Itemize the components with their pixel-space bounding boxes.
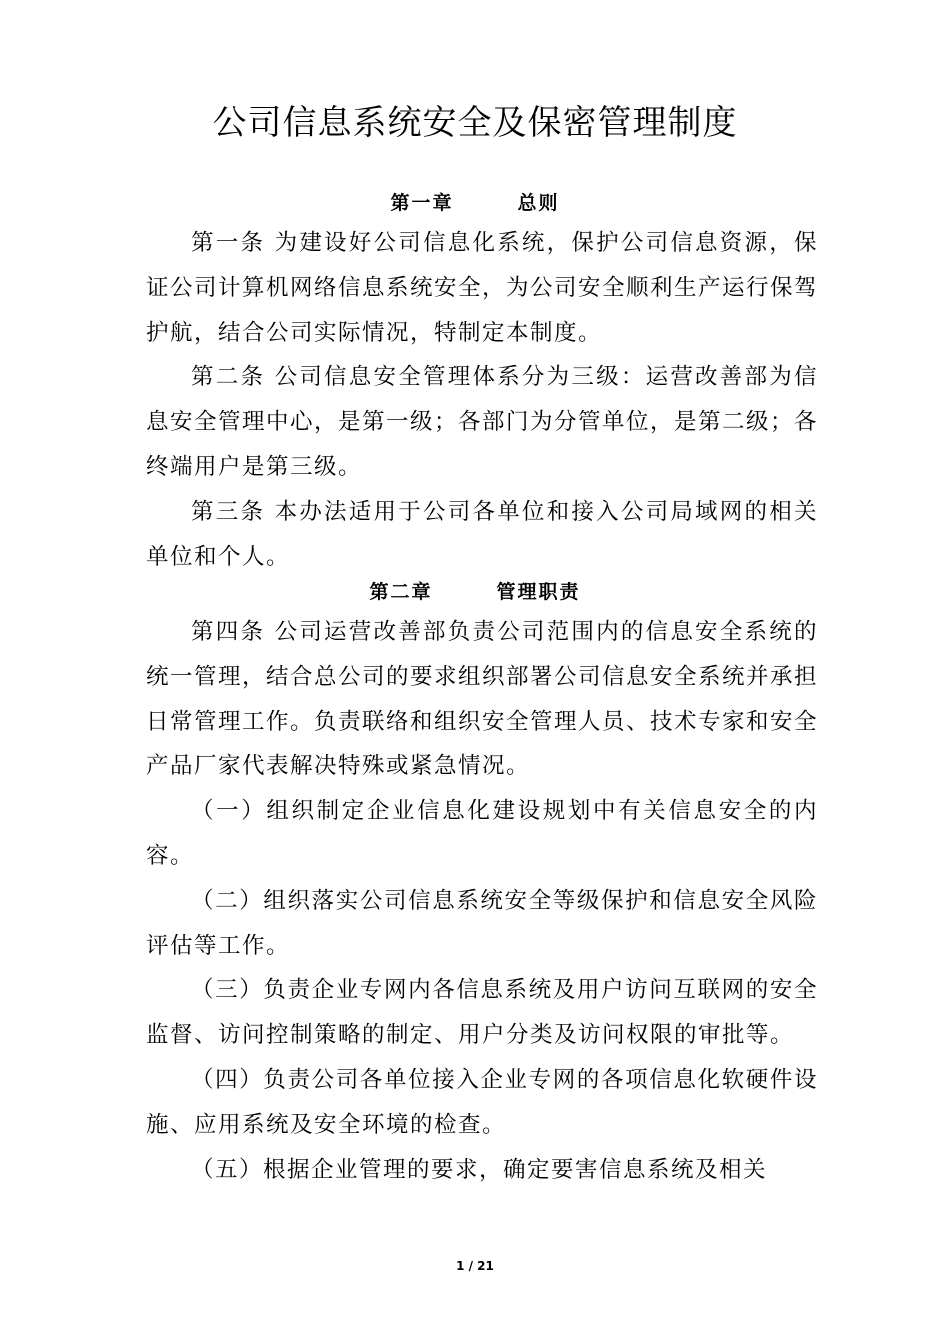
chapter-number: 第一章 [390, 192, 454, 214]
page-number: 1 / 21 [456, 1259, 494, 1273]
paragraph: 第四条 公司运营改善部负责公司范围内的信息安全系统的统一管理，结合总公司的要求组织部署公司信息安全系统并承担日常管理工作。负责联络和组织安全管理人员、技术专家和安全产品厂家代表解决特殊或紧急情况。 [146, 619, 819, 780]
chapter-2-body [146, 610, 818, 1192]
paragraph: （五）根据企业管理的要求，确定要害信息系统及相关 [191, 1156, 768, 1183]
paragraph: （四）负责公司各单位接入企业专网的各项信息化软硬件设施、应用系统及安全环境的检查。 [146, 1066, 818, 1138]
paragraph: 第二条 公司信息安全管理体系分为三级：运营改善部为信息安全管理中心，是第一级；各部门为分管单位，是第二级；各终端用户是第三级。 [146, 364, 819, 480]
chapter-heading-1 [0, 189, 950, 217]
paragraph: （二）组织落实公司信息系统安全等级保护和信息安全风险评估等工作。 [146, 887, 818, 959]
chapter-number: 第二章 [369, 581, 433, 603]
document-title: 公司信息系统安全及保密管理制度 [212, 103, 738, 143]
paragraph: 第三条 本办法适用于公司各单位和接入公司局域网的相关单位和个人。 [146, 498, 818, 570]
chapter-1-body [146, 221, 818, 579]
chapter-name: 总则 [517, 192, 560, 214]
chapter-name: 管理职责 [496, 581, 581, 603]
chapter-heading-2 [0, 578, 950, 606]
paragraph: （一）组织制定企业信息化建设规划中有关信息安全的内容。 [146, 798, 818, 869]
paragraph: （三）负责企业专网内各信息系统及用户访问互联网的安全监督、访问控制策略的制定、用户分类及访问权限的审批等。 [146, 977, 818, 1049]
paragraph: 第一条 为建设好公司信息化系统，保护公司信息资源，保证公司计算机网络信息系统安全，为公司安全顺利生产运行保驾护航，结合公司实际情况，特制定本制度。 [146, 230, 819, 346]
